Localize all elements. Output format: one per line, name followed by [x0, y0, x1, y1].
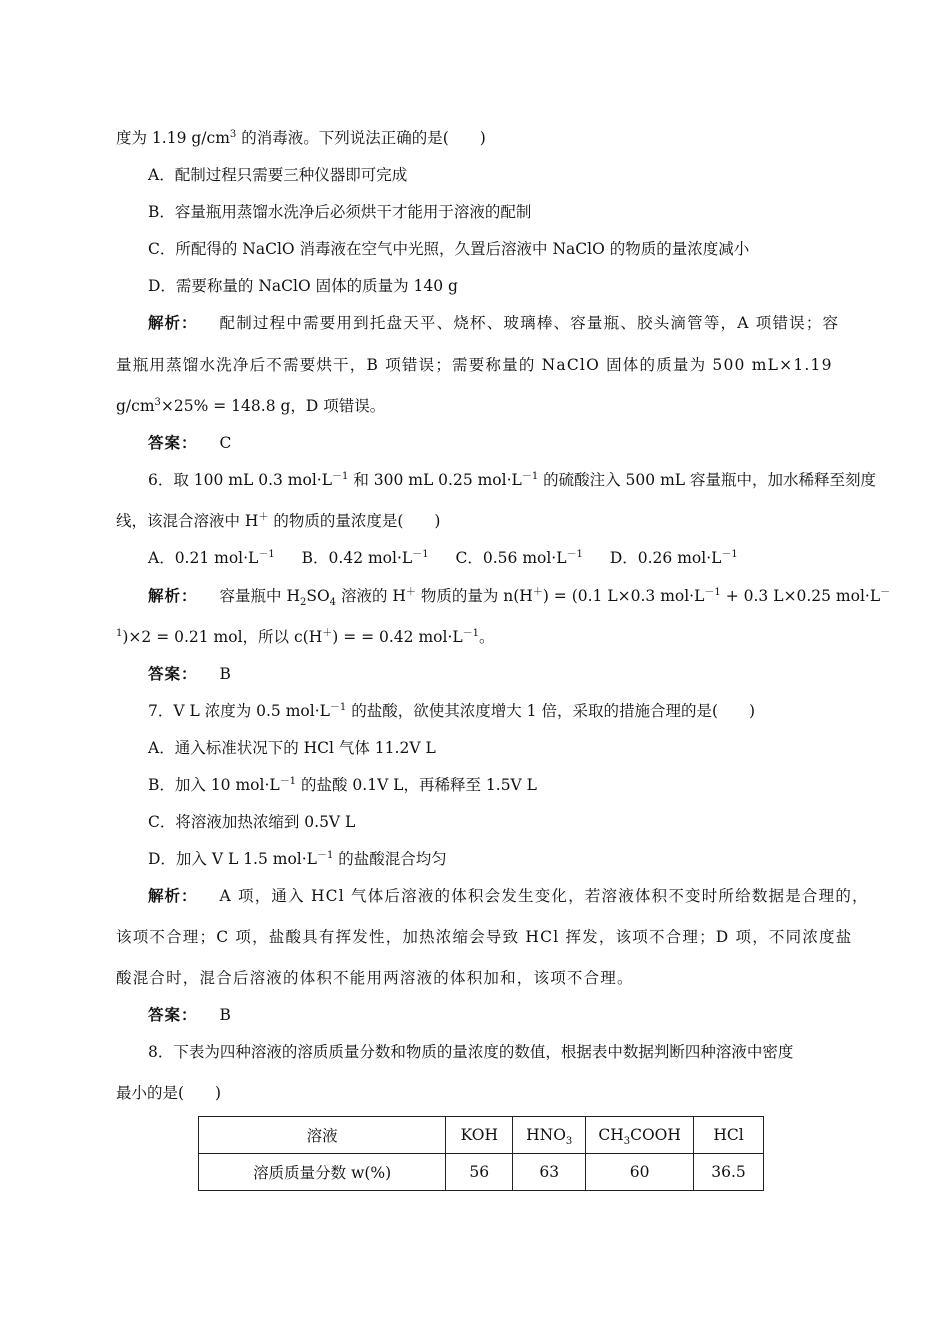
- q6-option-b: B．0.42 $mol\cdot L^{-1}$: [301, 548, 429, 567]
- table-header-row: [199, 1117, 764, 1154]
- q7-option-b: B．加入 10 $mol\cdot L^{-1}$ 的盐酸 0.1V L，再稀释至 1.5V L: [148, 775, 537, 794]
- q6-option-a: A．0.21 $mol\cdot L^{-1}$: [148, 548, 275, 567]
- explanation-label: 解析：: [148, 313, 198, 332]
- q5-option-b: B．容量瓶用蒸馏水洗净后必须烘干才能用于溶液的配制: [148, 203, 532, 221]
- table-cell: 60: [586, 1154, 694, 1191]
- table-header-cell: $HNO_3$: [513, 1117, 586, 1154]
- q6-stem-line1: 6．取 100 mL 0.3 $mol\cdot L^{-1}$ 和 300 mL 0.25 $mol\cdot L^{-1}$ 的硫酸注入 500 mL 容量瓶中，加水稀释至刻度: [148, 470, 876, 489]
- q5-answer: 答案： C: [148, 433, 232, 452]
- answer-label: 答案：: [148, 664, 198, 683]
- q6-answer: 答案： B: [148, 664, 231, 683]
- q5-stem: 度为 1.19 $g/cm^3$ 的消毒液。下列说法正确的是( ): [116, 128, 486, 147]
- solution-data-table: [198, 1116, 764, 1191]
- q6-options: [148, 548, 738, 568]
- q6-explanation-line2: $^1$)×2 = 0.21 mol，所以 c(H＋) = = 0.42 $mol\cdot L^{-1}$。: [116, 627, 495, 646]
- q7-option-a: A．通入标准状况下的 HCl 气体 11.2V L: [148, 739, 436, 757]
- q6-option-c: C．0.56 $mol\cdot L^{-1}$: [455, 548, 583, 567]
- q7-option-c: C．将溶液加热浓缩到 0.5V L: [148, 813, 356, 831]
- table-cell: 63: [513, 1154, 586, 1191]
- table-header-cell: 溶液: [199, 1117, 446, 1154]
- answer-label: 答案：: [148, 433, 198, 452]
- table-cell: 36.5: [694, 1154, 764, 1191]
- explanation-label: 解析：: [148, 586, 198, 605]
- q5-explanation-line2: 量瓶用蒸馏水洗净后不需要烘干，B 项错误；需要称量的 NaClO 固体的质量为 500 mL×1.19: [116, 356, 833, 374]
- q5-option-c: C．所配得的 NaClO 消毒液在空气中光照，久置后溶液中 NaClO 的物质的量浓度减小: [148, 240, 750, 258]
- q6-explanation-line1: 解析： 容量瓶中 $H_2SO_4$ 溶液的 H＋ 物质的量为 n(H＋) = (0.1 L×0.3 $mol\cdot L^{-1} + 0.3$ L×0.25 mol·L－: [148, 586, 891, 609]
- answer-label: 答案：: [148, 1005, 198, 1024]
- q7-stem: 7．V L 浓度为 0.5 $mol\cdot L^{-1}$ 的盐酸，欲使其浓度增大 1 倍，采取的措施合理的是( ): [148, 701, 756, 720]
- q8-stem-line1: 8．下表为四种溶液的溶质质量分数和物质的量浓度的数值，根据表中数据判断四种溶液中密度: [148, 1043, 794, 1061]
- q8-stem-line2: 最小的是( ): [116, 1084, 222, 1102]
- table-header-cell: KOH: [446, 1117, 513, 1154]
- q5-explanation-line3: $g/cm^3\times 25\% = 148.8$ g，D 项错误。: [116, 396, 386, 415]
- q7-explanation-line2: 该项不合理；C 项，盐酸具有挥发性，加热浓缩会导致 HCl 挥发，该项不合理；D 项，不同浓度盐: [116, 928, 853, 946]
- q7-option-d: D．加入 V L 1.5 $mol\cdot L^{-1}$ 的盐酸混合均匀: [148, 849, 447, 868]
- table-row: [199, 1154, 764, 1191]
- table-header-cell: HCl: [694, 1117, 764, 1154]
- q5-option-d: D．需要称量的 NaClO 固体的质量为 140 g: [148, 277, 458, 295]
- q7-explanation-line3: 酸混合时，混合后溶液的体积不能用两溶液的体积加和，该项不合理。: [116, 969, 634, 987]
- table-cell: 溶质质量分数 w(%): [199, 1154, 446, 1191]
- q5-explanation-line1: 解析： 配制过程中需要用到托盘天平、烧杯、玻璃棒、容量瓶、胶头滴管等，A 项错误；容: [148, 313, 840, 332]
- q6-option-d: D．0.26 $mol\cdot L^{-1}$: [609, 548, 738, 567]
- table-cell: 56: [446, 1154, 513, 1191]
- q5-option-a: A．配制过程只需要三种仪器即可完成: [148, 166, 408, 184]
- q7-explanation-line1: 解析： A 项，通入 HCl 气体后溶液的体积会发生变化，若溶液体积不变时所给数据是合理的，: [148, 886, 869, 905]
- explanation-label: 解析：: [148, 886, 198, 905]
- table-header-cell: $CH_3COOH$: [586, 1117, 694, 1154]
- q7-answer: 答案： B: [148, 1005, 231, 1024]
- q6-stem-line2: 线，该混合溶液中 H＋ 的物质的量浓度是( ): [116, 511, 441, 530]
